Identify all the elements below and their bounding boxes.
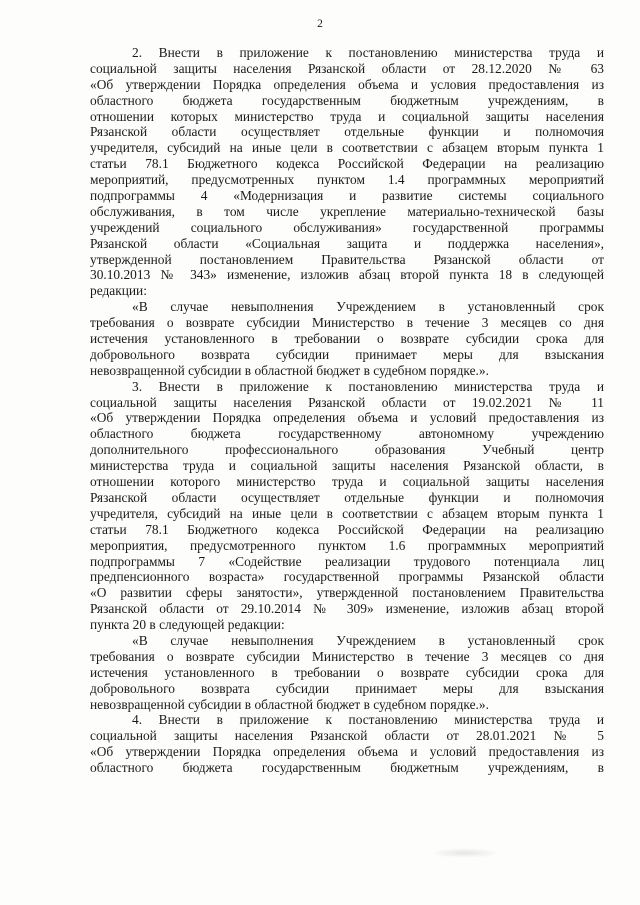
text-line: Рязанской области «Социальная защита и поддержка населения»,: [90, 235, 604, 251]
text-line: дополнительного профессионального образования Учебный центр: [90, 442, 604, 458]
paragraph-item-4: [90, 712, 604, 776]
text-line: отношении которого министерство труда и социальной защиты населения: [90, 474, 604, 490]
text-line: социальной защиты населения Рязанской области от 28.12.2020 № 63: [90, 60, 604, 76]
text-line: подпрограммы 4 «Модернизация и развитие системы социального: [90, 188, 604, 204]
text-line: мероприятия, предусмотренного пунктом 1.6 программных мероприятий: [90, 537, 604, 553]
text-line: учредителя, субсидий на иные цели в соответствии с абзацем вторым пункта 1: [90, 505, 604, 521]
text-line: предпенсионного возраста» государственной программы Рязанской области: [90, 569, 604, 585]
text-line: 2. Внести в приложение к постановлению министерства труда и: [132, 45, 604, 60]
text-line: статьи 78.1 Бюджетного кодекса Российской Федерации на реализацию: [90, 156, 604, 172]
paragraph-item-2: [90, 45, 604, 299]
text-line: отношении которых министерство труда и социальной защиты населения: [90, 108, 604, 124]
text-line: «В случае невыполнения Учреждением в установленный срок: [132, 299, 604, 315]
text-line: 30.10.2013 № 343» изменение, изложив абзац второй пункта 18 в следующей: [90, 267, 604, 283]
text-line: Рязанской области осуществляет отдельные функции и полномочия: [90, 124, 604, 140]
scan-smudge: [430, 848, 500, 858]
paragraph-item-3: [90, 379, 604, 633]
text-line: пункта 20 в следующей редакции:: [90, 617, 285, 633]
text-line: подпрограммы 7 «Содействие реализации трудового потенциала лиц: [90, 553, 604, 569]
paragraph-quote-2: [90, 633, 604, 712]
text-line: невозвращенной субсидии в областной бюджет в судебном порядке.».: [90, 362, 489, 378]
text-line: добровольного возврата субсидии принимает меры для взыскания: [90, 346, 604, 362]
text-line: министерства труда и социальной защиты населения Рязанской области, в: [90, 458, 604, 474]
text-line: редакции:: [90, 283, 147, 299]
document-body: [90, 45, 604, 776]
text-line: обслуживания, в том числе укрепление материально-технической базы: [90, 203, 604, 219]
text-line: областного бюджета государственным бюджетным учреждениям, в: [90, 92, 604, 108]
text-line: требования о возврате субсидии Министерство в течение 3 месяцев со дня: [90, 648, 604, 664]
paragraph-quote-1: [90, 299, 604, 378]
text-line: добровольного возврата субсидии принимает меры для взыскания: [90, 680, 604, 696]
text-line: областного бюджета государственным бюджетным учреждениям, в: [90, 760, 604, 776]
text-line: мероприятий, предусмотренных пунктом 1.4 программных мероприятий: [90, 172, 604, 188]
text-line: учредителя, субсидий на иные цели в соответствии с абзацем вторым пункта 1: [90, 140, 604, 156]
text-line: учреждений социального обслуживания» государственной программы: [90, 219, 604, 235]
text-line: утвержденной постановлением Правительства Рязанской области от: [90, 251, 604, 267]
text-line: Рязанской области осуществляет отдельные функции и полномочия: [90, 489, 604, 505]
text-line: требования о возврате субсидии Министерство в течение 3 месяцев со дня: [90, 315, 604, 331]
text-line: Рязанской области от 29.10.2014 № 309» изменение, изложив абзац второй: [90, 601, 604, 617]
text-line: «О развитии сферы занятости», утвержденной постановлением Правительства: [90, 585, 604, 601]
text-line: социальной защиты населения Рязанской области от 19.02.2021 № 11: [90, 394, 604, 410]
text-line: 4. Внести в приложение к постановлению министерства труда и: [132, 712, 604, 728]
text-line: истечения установленного в требовании о возврате субсидии срока для: [90, 664, 604, 680]
text-line: статьи 78.1 Бюджетного кодекса Российской Федерации на реализацию: [90, 521, 604, 537]
text-line: невозвращенной субсидии в областной бюджет в судебном порядке.».: [90, 696, 489, 712]
text-line: «В случае невыполнения Учреждением в установленный срок: [132, 632, 604, 648]
text-line: областного бюджета государственному автономному учреждению: [90, 426, 604, 442]
text-line: «Об утверждении Порядка определения объема и условия предоставления из: [90, 76, 604, 92]
text-line: 3. Внести в приложение к постановлению министерства труда и: [132, 378, 604, 394]
text-line: социальной защиты населения Рязанской области от 28.01.2021 № 5: [90, 728, 604, 744]
text-line: «Об утверждении Порядка определения объема и условий предоставления из: [90, 410, 604, 426]
text-line: истечения установленного в требовании о возврате субсидии срока для: [90, 331, 604, 347]
page-number: 2: [317, 18, 323, 30]
text-line: «Об утверждении Порядка определения объема и условий предоставления из: [90, 744, 604, 760]
